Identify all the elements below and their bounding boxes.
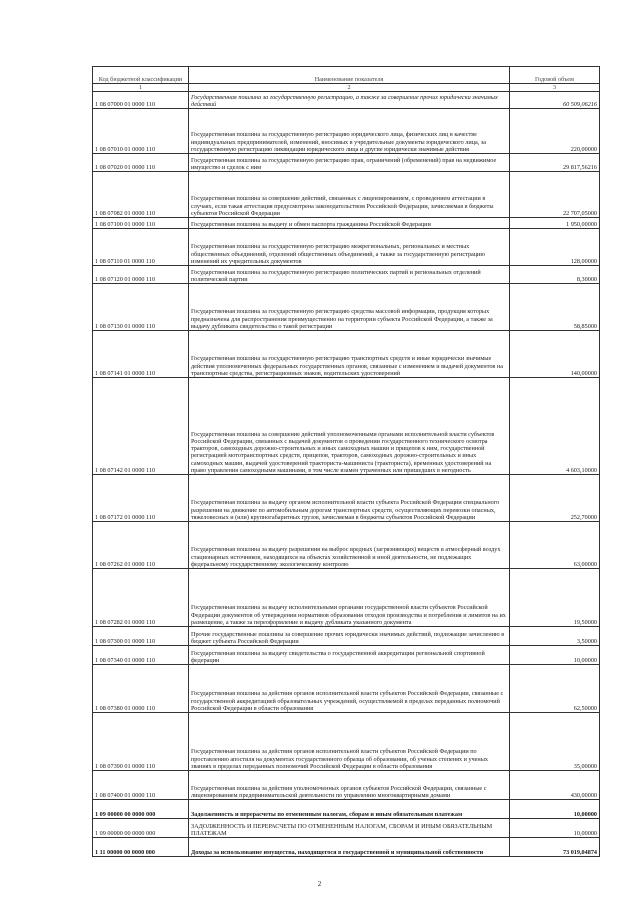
row-value: 29 817,56216	[510, 154, 600, 172]
row-code: 1 08 07120 01 0000 110	[93, 266, 189, 284]
row-value: 3,50000	[510, 627, 600, 646]
row-value: 58,85000	[510, 284, 600, 331]
row-value: 140,00000	[510, 331, 600, 378]
table-row	[93, 665, 600, 713]
row-name: Доходы за использование имущества, находящегося в государственной и муниципальной собственности	[189, 838, 510, 857]
row-code: 1 08 07282 01 0000 110	[93, 569, 189, 627]
table-row	[93, 218, 600, 229]
budget-table	[92, 66, 600, 857]
row-name: Государственная пошлина за государственную регистрацию политических партий и региональных отделений политической партии	[189, 266, 510, 284]
column-number: 3	[510, 84, 600, 92]
row-code: 1 08 07000 01 0000 110	[93, 92, 189, 109]
row-name: ЗАДОЛЖЕННОСТЬ И ПЕРЕРАСЧЕТЫ ПО ОТМЕНЕННЫМ НАЛОГАМ, СБОРАМ И ИНЫМ ОБЯЗАТЕЛЬНЫМ ПЛАТЕЖАМ	[189, 819, 510, 838]
table-row	[93, 172, 600, 218]
table-row	[93, 771, 600, 800]
table-row	[93, 627, 600, 646]
table-row	[93, 154, 600, 172]
table-row	[93, 646, 600, 665]
row-code: 1 08 07020 01 0000 110	[93, 154, 189, 172]
row-name: Государственная пошлина за действия органов исполнительной власти субъектов Российской Федерации, связанные с государственной аккредитацией образовательных учреждений, осуществляемой в пределах переданных полномочий Российской Федерации в области образования	[189, 665, 510, 713]
header-name: Наименование показателя	[189, 67, 510, 84]
row-value: 4 603,10000	[510, 378, 600, 475]
row-name: Государственная пошлина за совершение действий, связанных с лицензированием, с проведением аттестации в случаях, если такая аттестация предусмотрена законодательством Российской Федерации, зачисляемая в бюджеты субъектов Российской Федерации	[189, 172, 510, 218]
row-code: 1 11 00000 00 0000 000	[93, 838, 189, 857]
table-row	[93, 229, 600, 266]
table-row	[93, 378, 600, 475]
row-code: 1 08 07010 01 0000 110	[93, 109, 189, 154]
row-value: 10,00000	[510, 646, 600, 665]
row-name: Государственная пошлина за выдачу органом исполнительной власти субъекта Российской Федерации специального разрешения на движение по автомобильным дорогам транспортных средств, осуществляющих перевозки опасных, тяжеловесных и (или) крупногабаритных грузов, зачисляемая в бюджеты субъектов Российской Федерации	[189, 475, 510, 522]
row-value: 220,00000	[510, 109, 600, 154]
row-value: 63,00000	[510, 522, 600, 569]
page-number: 2	[317, 880, 322, 888]
row-name: Государственная пошлина за государственную регистрацию средства массовой информации, продукция которых предназначена для распространения преимущественно на территории субъекта Российской Федерации, а также за выдачу дубликата свидетельства о такой регистрации	[189, 284, 510, 331]
row-value: 19,50000	[510, 569, 600, 627]
row-value: 430,00000	[510, 771, 600, 800]
row-code: 1 08 07262 01 0000 110	[93, 522, 189, 569]
row-name: Государственная пошлина за выдачу разрешения на выброс вредных (загрязняющих) веществ в атмосферный воздух стационарных источников, находящихся на объектах хозяйственной и иной деятельности, не подлежащих федеральному государственному экологическому контролю	[189, 522, 510, 569]
row-value: 60 509,06216	[510, 92, 600, 109]
row-name: Государственная пошлина за выдачу свидетельства о государственной аккредитации региональной спортивной федерации	[189, 646, 510, 665]
row-name: Государственная пошлина за выдачу исполнительными органами государственной власти субъектов Российской Федерации документов об утверждении нормативов образования отходов производства и потребления и лимитов на их размещение, а также за переоформление и выдачу дубликата указанного документа	[189, 569, 510, 627]
row-name: Государственная пошлина за государственную регистрацию прав, ограничений (обременений) прав на недвижимое имущество и сделок с ним	[189, 154, 510, 172]
row-code: 1 08 07390 01 0000 110	[93, 713, 189, 771]
table-header-row	[93, 67, 600, 84]
row-value: 73 019,04874	[510, 838, 600, 857]
table-row	[93, 475, 600, 522]
row-value: 1 950,00000	[510, 218, 600, 229]
row-name: Задолженность и перерасчеты по отмененным налогам, сборам и иным обязательным платежам	[189, 800, 510, 819]
row-name: Государственная пошлина за государственную регистрацию транспортных средств и иные юридически значимые действия уполномоченных федеральных государственных органов, связанные с изменением и выдачей документов на транспортные средства, регистрационных знаков, водительских удостоверений	[189, 331, 510, 378]
row-name: Государственная пошлина за совершение действий уполномоченными органами исполнительной власти субъектов Российской Федерации, связанных с выдачей документов о проведении государственного технического осмотра тракторов, самоходных дорожно-строительных и иных самоходных машин и прицепов к ним, государственной регистрацией мототранспортных средств, прицепов, тракторов, самоходных дорожно-строительных и иных самоходных машин, выдачей удостоверений тракториста-машиниста (тракториста), временных удостоверений на право управления самоходными машинами, в том числе взамен утраченных или пришедших в негодность	[189, 378, 510, 475]
row-name: Государственная пошлина за выдачу и обмен паспорта гражданина Российской Федерации	[189, 218, 510, 229]
row-code: 1 08 07100 01 0000 110	[93, 218, 189, 229]
row-name: Государственная пошлина за государственную регистрацию межрегиональных, региональных и местных общественных объединений, отделений общественных объединений, а также за государственную регистрацию изменений их учредительных документов	[189, 229, 510, 266]
row-name: Государственная пошлина за государственную регистрацию юридического лица, физических лиц в качестве индивидуальных предпринимателей, изменений, вносимых в учредительные документы юридического лица, за государственную регистрацию ликвидации юридического лица и другие юридически значимые действия	[189, 109, 510, 154]
header-code: Код бюджетной классификации	[93, 67, 189, 84]
table-row	[93, 838, 600, 857]
row-code: 1 08 07142 01 0000 110	[93, 378, 189, 475]
row-code: 1 08 07130 01 0000 110	[93, 284, 189, 331]
row-code: 1 08 07300 01 0000 110	[93, 627, 189, 646]
row-name: Прочие государственные пошлины за совершение прочих юридически значимых действий, подлежащие зачислению в бюджет субъекта Российской Федерации	[189, 627, 510, 646]
table-row	[93, 109, 600, 154]
row-value: 128,00000	[510, 229, 600, 266]
row-code: 1 08 07082 01 0000 110	[93, 172, 189, 218]
table-row	[93, 266, 600, 284]
row-value: 22 707,05000	[510, 172, 600, 218]
row-code: 1 09 00000 00 0000 000	[93, 819, 189, 838]
table-row	[93, 713, 600, 771]
table-row	[93, 569, 600, 627]
table-row	[93, 522, 600, 569]
row-name: Государственная пошлина за действия органов исполнительной власти субъектов Российской Федерации по проставлению апостиля на документах государственного образца об образовании, об ученых степенях и ученых званиях в пределах переданных полномочий Российской Федерации в области образования	[189, 713, 510, 771]
table-row	[93, 819, 600, 838]
column-number: 2	[189, 84, 510, 92]
row-code: 1 09 00000 00 0000 000	[93, 800, 189, 819]
row-value: 252,70000	[510, 475, 600, 522]
row-name: Государственная пошлина за действия уполномоченных органов субъектов Российской Федерации, связанные с лицензированием предпринимательской деятельности по управлению многоквартирными домами	[189, 771, 510, 800]
row-code: 1 08 07110 01 0000 110	[93, 229, 189, 266]
row-code: 1 08 07172 01 0000 110	[93, 475, 189, 522]
table-row	[93, 331, 600, 378]
row-value: 10,00000	[510, 800, 600, 819]
column-number-row	[93, 84, 600, 92]
row-value: 62,50000	[510, 665, 600, 713]
table-row	[93, 92, 600, 109]
header-value: Годовой объем	[510, 67, 600, 84]
table-row	[93, 800, 600, 819]
row-value: 8,30000	[510, 266, 600, 284]
row-value: 35,00000	[510, 713, 600, 771]
row-code: 1 08 07141 01 0000 110	[93, 331, 189, 378]
row-name: Государственная пошлина за государственную регистрацию, а также за совершение прочих юридически значимых действий	[189, 92, 510, 109]
row-value: 10,00000	[510, 819, 600, 838]
row-code: 1 08 07380 01 0000 110	[93, 665, 189, 713]
column-number: 1	[93, 84, 189, 92]
row-code: 1 08 07400 01 0000 110	[93, 771, 189, 800]
table-row	[93, 284, 600, 331]
row-code: 1 08 07340 01 0000 110	[93, 646, 189, 665]
